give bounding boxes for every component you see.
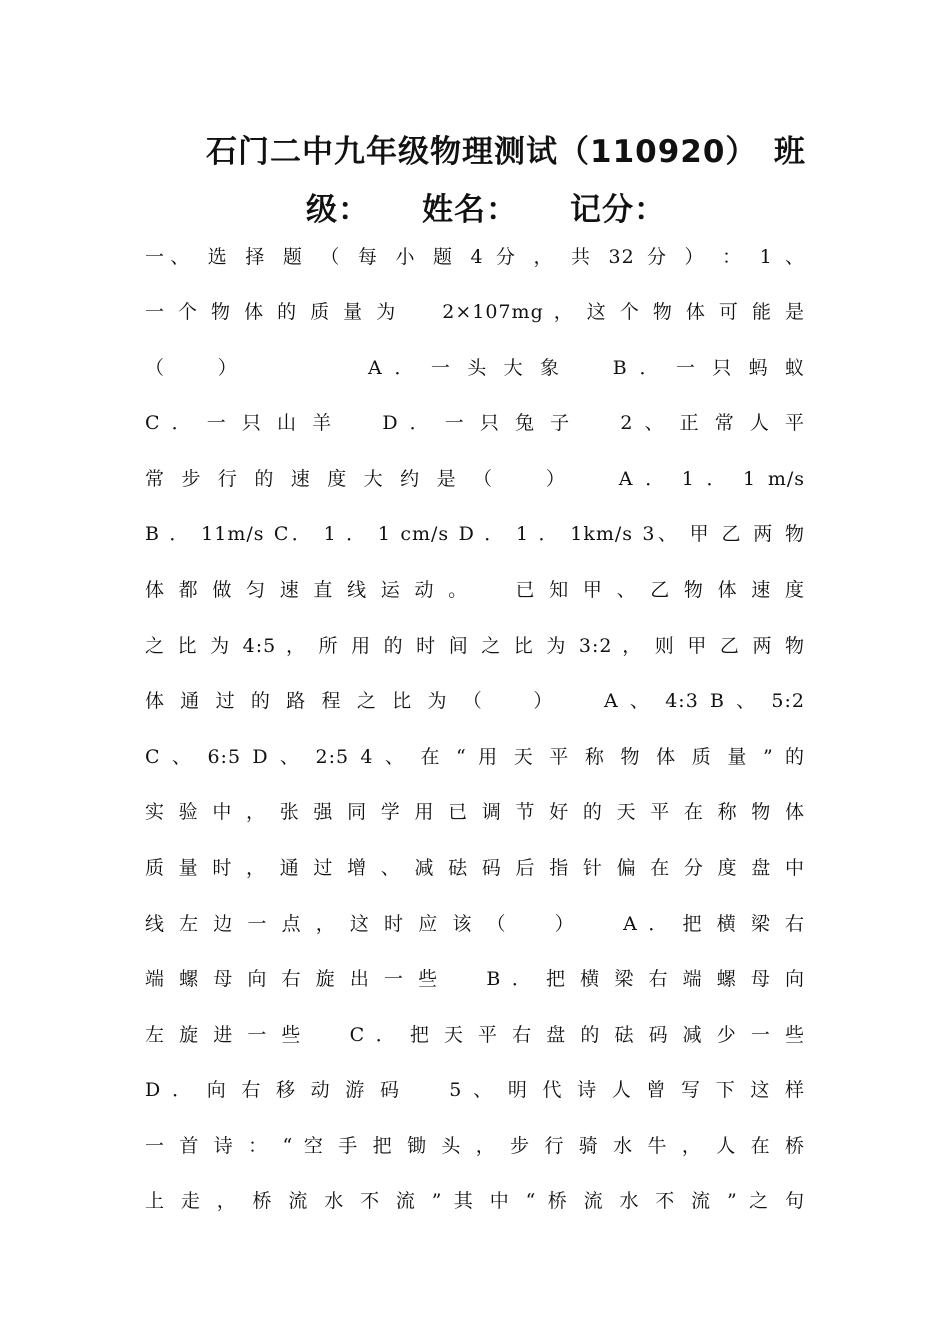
text-line: 上 走 ， 桥 流 水 不 流 ” 其 中 “ 桥 流 水 不 流 ” 之 句: [145, 1190, 805, 1212]
text-line: 体 通 过 的 路 程 之 比 为 （ ） A 、 4:3 B 、 5:2: [145, 690, 805, 712]
name-label: 姓名：: [422, 192, 518, 228]
text-line: 常 步 行 的 速 度 大 约 是 （ ） A ． 1 ． 1 m/s: [145, 468, 833, 490]
text-line: D ． 向 右 移 动 游 码 5 、 明 代 诗 人 曾 写 下 这 样: [145, 1079, 805, 1101]
text-line: 质 量 时 ， 通 过 增 、 减 砝 码 后 指 针 偏 在 分 度 盘 中: [145, 857, 805, 879]
text-line: （ ） A ． 一 头 大 象 B ． 一 只 蚂 蚁: [145, 357, 805, 379]
text-line: 左 旋 进 一 些 C ． 把 天 平 右 盘 的 砝 码 减 少 一 些: [145, 1024, 805, 1046]
class-label: 级：: [306, 192, 370, 228]
text-line: B ． 11m/s C． 1 ． 1 cm/s D ． 1 ． 1km/s 3、 甲 乙 两 物: [145, 523, 805, 545]
text-line: C 、 6:5 D 、 2:5 4 、 在 “ 用 天 平 称 物 体 质 量 ” 的: [145, 746, 805, 768]
text-line: 一 个 物 体 的 质 量 为 2×107mg ， 这 个 物 体 可 能 是: [145, 301, 805, 323]
text-line: C ． 一 只 山 羊 D ． 一 只 兔 子 2 、 正 常 人 平: [145, 412, 805, 434]
text-line: 实 验 中 ， 张 强 同 学 用 已 调 节 好 的 天 平 在 称 物 体: [145, 801, 805, 823]
page-title-continued: [306, 184, 718, 229]
text-line: 一 首 诗 ： “ 空 手 把 锄 头 ， 步 行 骑 水 牛 ， 人 在 桥: [145, 1135, 805, 1157]
text-line: 线 左 边 一 点 ， 这 时 应 该 （ ） A ． 把 横 梁 右: [145, 913, 805, 935]
text-line: 端 螺 母 向 右 旋 出 一 些 B ． 把 横 梁 右 端 螺 母 向: [145, 968, 805, 990]
text-line: 之 比 为 4:5 ， 所 用 的 时 间 之 比 为 3:2 ， 则 甲 乙 两 物: [145, 635, 805, 657]
text-line: 体 都 做 匀 速 直 线 运 动 。 已 知 甲 、 乙 物 体 速 度: [145, 579, 805, 601]
text-line: 一、 选 择 题 （ 每 小 题 4 分 ， 共 32 分 ） ： 1 、: [145, 246, 805, 268]
page-title: 石门二中九年级物理测试（110920） 班: [206, 134, 806, 170]
score-label: 记分：: [570, 192, 666, 228]
